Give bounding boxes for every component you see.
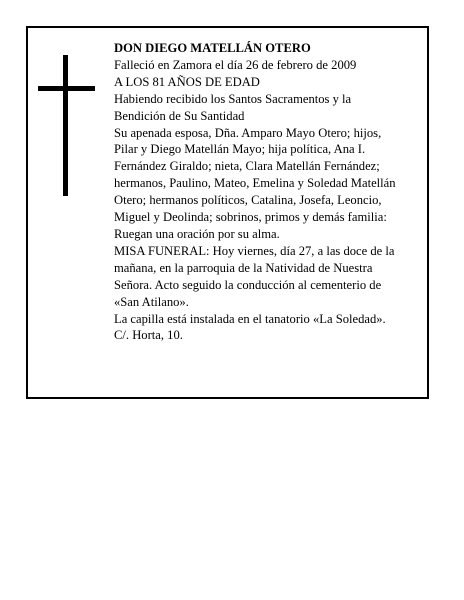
family-line-6: Miguel y Deolinda; sobrinos, primos y demás familia: [114, 210, 387, 225]
family-line-2: Pilar y Diego Matellán Mayo; hija política, Ana I. [114, 142, 366, 157]
family-line-1: Su apenada esposa, Dña. Amparo Mayo Otero; hijos, [114, 125, 382, 140]
cross-horizontal-bar [38, 86, 95, 91]
funeral-mass-line-3: Señora. Acto seguido la conducción al cementerio de [114, 277, 382, 292]
address-line: C/. Horta, 10. [114, 328, 183, 343]
sacraments-line-2: Bendición de Su Santidad [114, 108, 245, 123]
age-line: A LOS 81 AÑOS DE EDAD [114, 74, 260, 89]
obituary-text [114, 40, 420, 344]
funeral-mass-line-4: «San Atilano». [114, 294, 189, 309]
cross-vertical-bar [63, 55, 68, 196]
chapel-line: La capilla está instalada en el tanatorio «La Soledad». [114, 311, 386, 326]
sacraments-line-1: Habiendo recibido los Santos Sacramentos y la [114, 91, 352, 106]
deceased-name: DON DIEGO MATELLÁN OTERO [114, 41, 311, 55]
prayer-request-line: Ruegan una oración por su alma. [114, 226, 280, 241]
family-line-4: hermanos, Paulino, Mateo, Emelina y Soledad Matellán [114, 176, 396, 191]
family-line-5: Otero; hermanos políticos, Catalina, Josefa, Leoncio, [114, 193, 382, 208]
death-date-line: Falleció en Zamora el día 26 de febrero de 2009 [114, 57, 357, 72]
funeral-mass-line-2: mañana, en la parroquia de la Natividad de Nuestra [114, 260, 373, 275]
funeral-mass-line-1: MISA FUNERAL: Hoy viernes, día 27, a las doce de la [114, 243, 395, 258]
family-line-3: Fernández Giraldo; nieta, Clara Matellán Fernández; [114, 159, 380, 174]
